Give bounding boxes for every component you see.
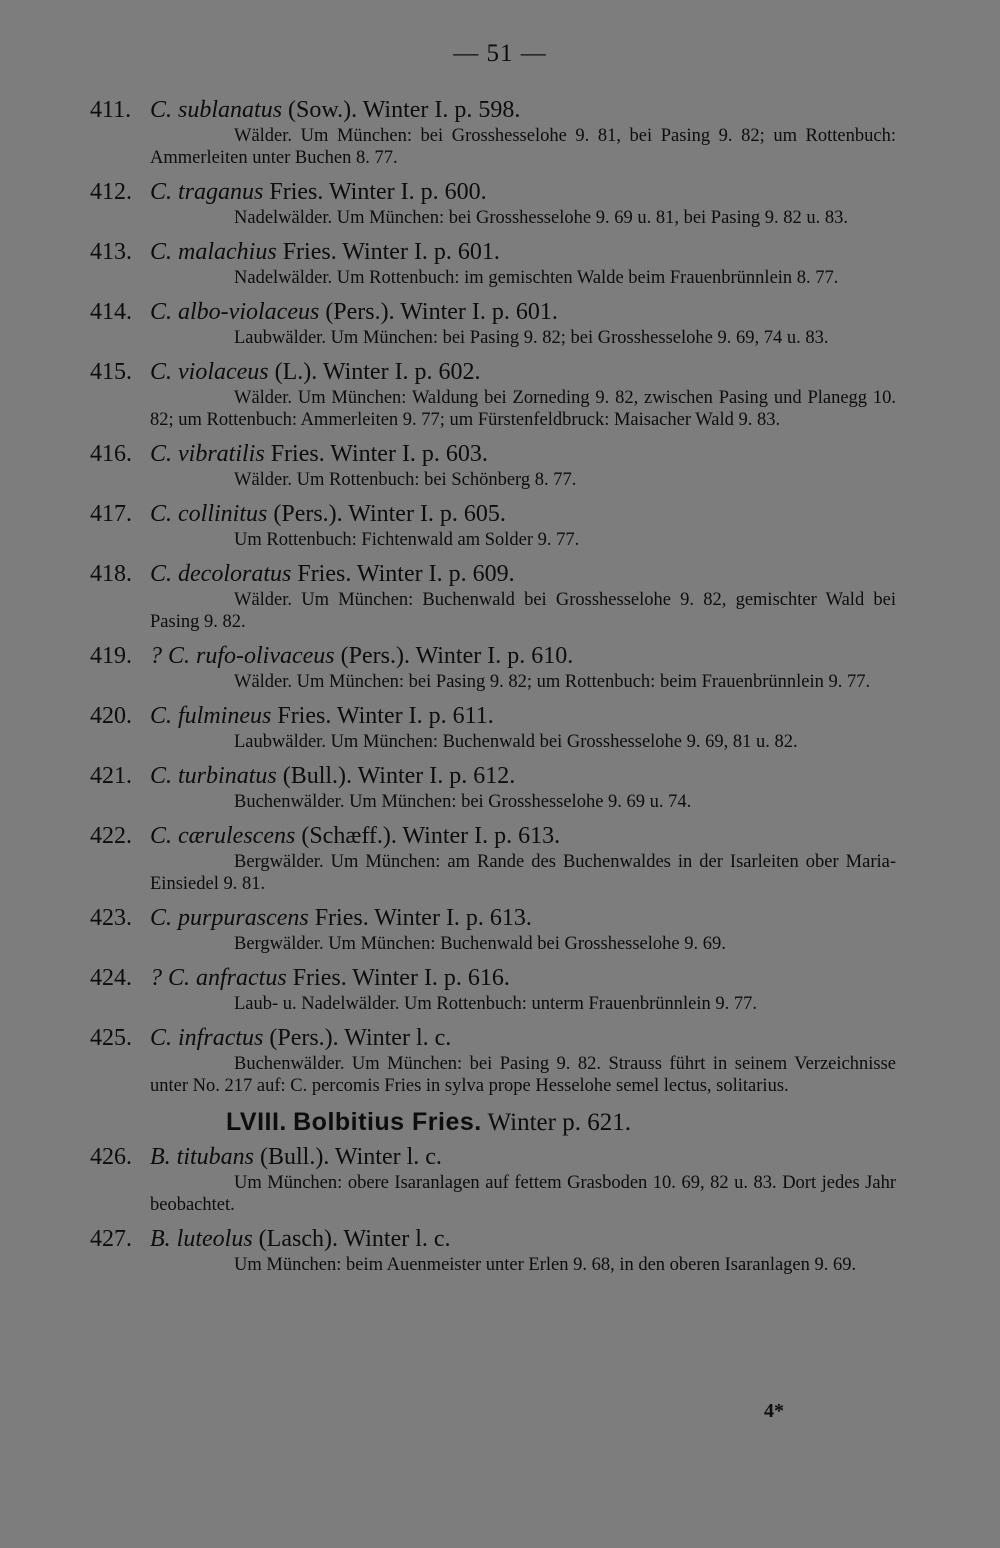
entry-description: Bergwälder. Um München: Buchenwald bei Grosshesselohe 9. 69.: [234, 934, 726, 954]
page-number: — 51 —: [453, 40, 547, 67]
species-entry: [90, 762, 896, 813]
entry-number: 412.: [90, 179, 132, 205]
author-citation: (Pers.).: [269, 1025, 339, 1051]
species-name: violaceus: [178, 359, 269, 385]
author-citation: (Lasch).: [258, 1226, 338, 1252]
literature-reference: Winter I. p. 601.: [400, 299, 558, 325]
species-name: traganus: [178, 179, 264, 205]
section-genus: Bolbitius Fries.: [293, 1108, 482, 1136]
genus-abbreviation: C.: [150, 703, 173, 729]
species-list: [90, 96, 896, 1285]
entry-heading: [90, 642, 896, 671]
entry-description: Wälder. Um München: bei Pasing 9. 82; um Rottenbuch: beim Frauenbrünnlein 9. 77.: [234, 672, 871, 692]
entry-description: Laub- u. Nadelwälder. Um Rottenbuch: unterm Frauenbrünnlein 9. 77.: [234, 994, 758, 1014]
literature-reference: Winter I. p. 602.: [322, 359, 481, 385]
entry-heading: [90, 822, 896, 851]
entry-heading: [90, 298, 896, 327]
entry-description: Bergwälder. Um München: am Rande des Buchenwaldes in der Isarleiten ober Maria-Einsiedel 9. 81.: [150, 852, 896, 894]
species-name: collinitus: [178, 501, 268, 527]
entry-number: 423.: [90, 905, 132, 931]
species-entry: [90, 904, 896, 955]
genus-abbreviation: B.: [150, 1226, 171, 1252]
entry-description: Um München: beim Auenmeister unter Erlen 9. 68, in den oberen Isaranlagen 9. 69.: [234, 1255, 857, 1275]
entry-description: Wälder. Um München: bei Grosshesselohe 9. 81, bei Pasing 9. 82; um Rottenbuch: Ammerleiten unter Buchen 8. 77.: [150, 126, 896, 168]
genus-abbreviation: C.: [150, 299, 173, 325]
genus-abbreviation: ? C.: [150, 965, 191, 991]
author-citation: (Sow.).: [288, 97, 358, 123]
author-citation: Fries.: [292, 965, 347, 991]
species-name: titubans: [176, 1144, 255, 1170]
entry-heading: [90, 178, 896, 207]
genus-abbreviation: B.: [150, 1144, 171, 1170]
entry-description: Wälder. Um München: Buchenwald bei Grosshesselohe 9. 82, gemischter Wald bei Pasing 9. 82.: [150, 590, 896, 632]
author-citation: Fries.: [282, 239, 337, 265]
literature-reference: Winter I. p. 613.: [374, 905, 532, 931]
genus-abbreviation: C.: [150, 763, 173, 789]
genus-abbreviation: C.: [150, 97, 173, 123]
author-citation: (L.).: [274, 359, 318, 385]
species-entry: [90, 298, 896, 349]
genus-abbreviation: ? C.: [150, 643, 191, 669]
author-citation: (Bull.).: [260, 1144, 330, 1170]
species-name: albo-violaceus: [178, 299, 320, 325]
literature-reference: Winter I. p. 611.: [336, 703, 494, 729]
literature-reference: Winter I. p. 605.: [348, 501, 506, 527]
author-citation: Fries.: [277, 703, 332, 729]
entry-heading: [90, 762, 896, 791]
literature-reference: Winter I. p. 601.: [342, 239, 500, 265]
literature-reference: Winter l. c.: [334, 1144, 442, 1170]
entry-description: Wälder. Um Rottenbuch: bei Schönberg 8. 77.: [234, 470, 577, 490]
author-citation: Fries.: [270, 441, 325, 467]
species-name: luteolus: [176, 1226, 253, 1252]
genus-abbreviation: C.: [150, 239, 173, 265]
species-name: anfractus: [196, 965, 287, 991]
species-entry: [90, 96, 896, 169]
species-entry: [90, 964, 896, 1015]
entry-heading: [90, 1024, 896, 1053]
species-entry: [90, 238, 896, 289]
entry-description: Nadelwälder. Um Rottenbuch: im gemischten Walde beim Frauenbrünnlein 8. 77.: [234, 268, 839, 288]
author-citation: Fries.: [297, 561, 352, 587]
entry-number: 425.: [90, 1025, 132, 1051]
entry-number: 416.: [90, 441, 132, 467]
entry-heading: [90, 238, 896, 267]
entry-description: Buchenwälder. Um München: bei Grosshesselohe 9. 69 u. 74.: [234, 792, 692, 812]
author-citation: (Pers.).: [273, 501, 343, 527]
genus-abbreviation: C.: [150, 359, 173, 385]
species-name: rufo-olivaceus: [196, 643, 335, 669]
entry-description: Laubwälder. Um München: bei Pasing 9. 82; bei Grosshesselohe 9. 69, 74 u. 83.: [234, 328, 829, 348]
section-roman: LVIII.: [226, 1108, 287, 1136]
entry-number: 417.: [90, 501, 132, 527]
literature-reference: Winter l. c.: [343, 1226, 451, 1252]
entry-heading: [90, 1225, 896, 1254]
entry-description: Laubwälder. Um München: Buchenwald bei Grosshesselohe 9. 69, 81 u. 82.: [234, 732, 798, 752]
genus-abbreviation: C.: [150, 823, 173, 849]
entry-heading: [90, 904, 896, 933]
literature-reference: Winter I. p. 616.: [352, 965, 510, 991]
genus-abbreviation: C.: [150, 905, 173, 931]
genus-abbreviation: C.: [150, 561, 173, 587]
entry-heading: [90, 358, 896, 387]
species-name: malachius: [178, 239, 277, 265]
entry-list-cortinarius: [90, 96, 896, 1097]
species-name: cærulescens: [178, 823, 296, 849]
species-entry: [90, 642, 896, 693]
species-entry: [90, 1024, 896, 1097]
literature-reference: Winter I. p. 598.: [362, 97, 521, 123]
genus-abbreviation: C.: [150, 441, 173, 467]
species-name: decoloratus: [178, 561, 292, 587]
entry-description: Wälder. Um München: Waldung bei Zorneding 9. 82, zwischen Pasing und Planegg 10. 82; um Rottenbuch: Ammerleiten 9. 77; um Fürstenfeldbruck: Maisacher Wald 9. 83.: [150, 388, 896, 430]
entry-heading: [90, 96, 896, 125]
author-citation: Fries.: [314, 905, 369, 931]
section-heading: [90, 1106, 896, 1139]
entry-heading: [90, 1143, 896, 1172]
entry-number: 421.: [90, 763, 132, 789]
species-name: sublanatus: [178, 97, 283, 123]
entry-list-bolbitius: [90, 1143, 896, 1276]
species-entry: [90, 440, 896, 491]
species-entry: [90, 822, 896, 895]
entry-heading: [90, 560, 896, 589]
author-citation: Fries.: [269, 179, 324, 205]
entry-number: 413.: [90, 239, 132, 265]
species-entry: [90, 560, 896, 633]
species-entry: [90, 358, 896, 431]
section-ref: Winter p. 621.: [487, 1109, 631, 1136]
entry-description: Um Rottenbuch: Fichtenwald am Solder 9. 77.: [234, 530, 580, 550]
literature-reference: Winter I. p. 609.: [356, 561, 515, 587]
entry-heading: [90, 500, 896, 529]
species-name: purpurascens: [178, 905, 309, 931]
entry-number: 420.: [90, 703, 132, 729]
species-name: vibratilis: [178, 441, 265, 467]
literature-reference: Winter I. p. 610.: [415, 643, 574, 669]
entry-number: 422.: [90, 823, 132, 849]
entry-number: 427.: [90, 1226, 132, 1252]
literature-reference: Winter l. c.: [344, 1025, 452, 1051]
entry-heading: [90, 702, 896, 731]
entry-description: Nadelwälder. Um München: bei Grosshesselohe 9. 69 u. 81, bei Pasing 9. 82 u. 83.: [234, 208, 849, 228]
entry-description: Um München: obere Isaranlagen auf fettem Grasboden 10. 69, 82 u. 83. Dort jedes Jahr beobachtet.: [150, 1173, 896, 1215]
species-entry: [90, 500, 896, 551]
species-name: turbinatus: [178, 763, 277, 789]
entry-heading: [90, 964, 896, 993]
entry-number: 415.: [90, 359, 132, 385]
genus-abbreviation: C.: [150, 1025, 173, 1051]
species-entry: [90, 1225, 896, 1276]
signature-mark: 4*: [764, 1400, 784, 1422]
species-entry: [90, 702, 896, 753]
genus-abbreviation: C.: [150, 179, 173, 205]
literature-reference: Winter I. p. 600.: [328, 179, 487, 205]
author-citation: (Schæff.).: [301, 823, 397, 849]
genus-abbreviation: C.: [150, 501, 173, 527]
entry-number: 411.: [90, 97, 132, 123]
author-citation: (Pers.).: [340, 643, 410, 669]
species-entry: [90, 178, 896, 229]
literature-reference: Winter I. p. 613.: [402, 823, 561, 849]
species-name: fulmineus: [178, 703, 272, 729]
entry-heading: [90, 440, 896, 469]
entry-number: 426.: [90, 1144, 132, 1170]
author-citation: (Bull.).: [282, 763, 353, 789]
literature-reference: Winter I. p. 603.: [330, 441, 488, 467]
species-name: infractus: [178, 1025, 264, 1051]
author-citation: (Pers.).: [325, 299, 395, 325]
entry-number: 419.: [90, 643, 132, 669]
entry-description: Buchenwälder. Um München: bei Pasing 9. 82. Strauss führt in seinem Verzeichnisse unter No. 217 auf: C. percomis Fries in sylva prope Hesselohe semel lectus, solitarius.: [150, 1054, 896, 1096]
species-entry: [90, 1143, 896, 1216]
literature-reference: Winter I. p. 612.: [357, 763, 516, 789]
entry-number: 418.: [90, 561, 132, 587]
entry-number: 424.: [90, 965, 132, 991]
entry-number: 414.: [90, 299, 132, 325]
